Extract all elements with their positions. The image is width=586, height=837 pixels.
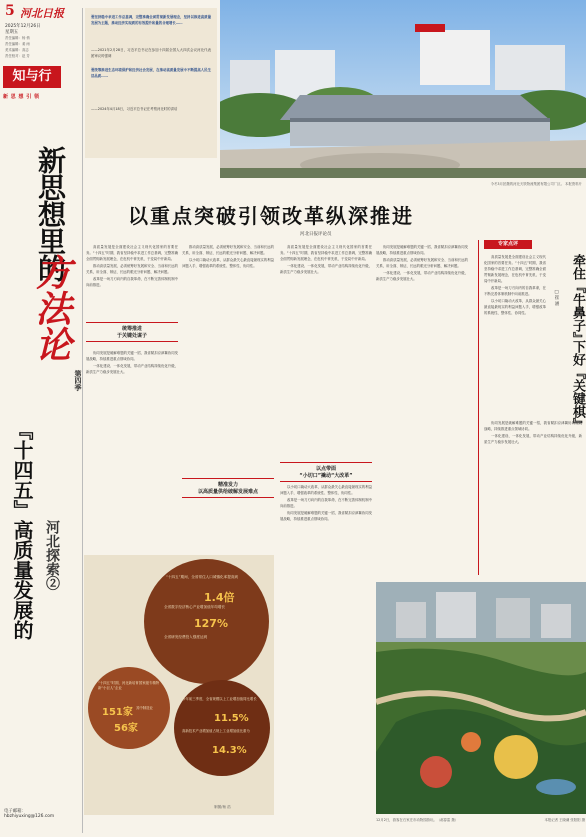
contact [4,808,82,819]
stats-line: 今年前三季度，全省规模以上工业增加值同比增长 [182,697,257,701]
section-head [280,462,372,482]
series-title-line2: 方法论 [30,254,72,362]
headline: 以重点突破引领改革纵深推进 [128,204,414,228]
stats-circle [174,680,270,776]
stats-value: 56家 [114,723,138,734]
column-name: 知与行 [3,66,61,88]
body-paragraph: 一体化建设、一体化发展，带动产业结构持续优化升级，新质生产力稳步发展壮大。 [376,271,468,281]
body-paragraph: 一体化建设、一体化发展，带动产业结构持续优化升级，新质生产力稳步发展壮大。 [280,264,372,274]
section-head-text: 统筹推进 于关键处谋子 [116,326,147,339]
body-paragraph: 改革是一场刀刃向内的自我革命，在不断完善体制机制中向前推进。 [280,498,372,508]
stats-value: 14.3% [212,745,247,756]
stats-value: 11.5% [214,713,249,724]
stats-line: 全省研发经费投入强度达到 [164,635,208,639]
editor-line: 责任编辑：杨 侑 [5,36,30,40]
stats-value: 1.4倍 [204,591,235,604]
column-tag: 新 思 想 引 领 [3,94,40,100]
series-title-line1: 新思想里的 [34,146,67,281]
issue-date: 2025年12月26日 [5,24,41,29]
body-column [376,244,468,576]
stats-line: “十四五”期间，全省常住人口城镇化率提高到 [166,575,239,579]
intro-quote: 要坚持稳中求进工作总基调，完整准确全面贯彻新发展理念，坚持以推进高质量发展为主题，推动经济实现质的有效提升和量的合理增长…… [91,15,211,25]
body-paragraph: 以小切口撬动大改革，从群众最关心最直接最现实的利益问题入手，增强改革的系统性、整体性、协同性。 [280,485,372,495]
divider [82,8,83,833]
divider [478,240,479,575]
byline: 河北日报评论员 [300,232,332,237]
editor-line: 责任编辑：姜 雨 [5,42,30,46]
commentary-badge: 专家点评 [484,240,532,249]
stats-line: “十四五”时期，河北新培育国家级专精特新“小巨人”企业 [98,681,160,690]
stats-box [84,555,274,815]
commentary-title-2: 下好『关键棋』 [570,340,585,431]
paper-name: 河北日报 [20,7,64,20]
series-season: 第四季 [74,370,82,391]
commentary-paragraph: 改革是一场刀刃向内的自我革命，在不断完善体制机制中向前推进。 [484,286,546,296]
stats-line: 其中制造业 [136,706,153,710]
body-paragraph: 协同发展是破解难题的关键一招，我省紧扣京津冀协同发展战略，持续推进重点领域协同。 [280,511,372,521]
body-paragraph: 协同发展是破解难题的关键一招，我省紧扣京津冀协同发展战略，持续推进重点领域协同。 [86,351,178,361]
bottom-photo-credit: 本报记者 王晓谦 张阳阳 摄 [544,818,585,822]
bottom-photo-caption: 12月2日，游客在石家庄市动物园游玩。（郝春雷 摄） [376,818,459,822]
stats-line: 高新技术产业增加值占规上工业增加值比重为 [182,729,250,733]
section-head-text: 精准发力 以高质量供给破解发展难点 [197,482,258,495]
top-photo [220,0,586,178]
commentary-author: □崔 涵 [554,290,559,306]
masthead [3,3,81,108]
body-paragraph: 推动高质量发展，必须统筹好发展和安全、当前和长远的关系，用全面、辩证、长远的眼光分析问题、解决问题。 [182,245,274,255]
body-paragraph: 协同发展是破解难题的关键一招，我省紧扣京津冀协同发展战略，持续推进重点领域协同。 [376,245,468,255]
body-paragraph: 推动高质量发展，必须统筹好发展和安全、当前和长远的关系，用全面、辩证、长远的眼光分析问题、解决问题。 [86,264,178,274]
factory-photo [220,0,586,178]
section-head-text: 以点带面 “小切口”撬动“大改革” [299,466,353,479]
body-paragraph: 以小切口撬动大改革，从群众最关心最直接最现实的利益问题入手，增强改革的系统性、整体性、协同性。 [182,258,274,268]
contact-label: 电子邮箱： [4,809,26,814]
intro-quote-source: ——2024年4月18日，习近平总书记在考察河北时的讲话 [91,107,178,111]
stats-credit: 制图/杨 浩 [214,805,231,809]
commentary-paragraph: 高质量发展是全面建设社会主义现代化国家的首要任务。“十四五”时期，我省坚持稳中求进工作总基调，完整准确全面贯彻新发展理念，在危机中育先机、于变局中开新局。 [484,255,546,283]
commentary-paragraph: 一体化建设、一体化发展，带动产业结构持续优化升级，新质生产力稳步发展壮大。 [484,434,582,444]
body-paragraph: 推动高质量发展，必须统筹好发展和安全、当前和长远的关系，用全面、辩证、长远的眼光分析问题、解决问题。 [376,258,468,268]
commentary-body [484,420,582,570]
body-paragraph: 高质量发展是全面建设社会主义现代化国家的首要任务。“十四五”时期，我省坚持稳中求进工作总基调，完整准确全面贯彻新发展理念，在危机中育先机、于变局中开新局。 [86,245,178,261]
series-subtitle-a: 『十四五』高质量发展的 [10,420,34,640]
intro-quote: 要统筹推进生态环境保护和经济社会发展，在推动高质量发展中不断提高人民生活品质…… [91,68,211,78]
body-paragraph: 改革是一场刀刃向内的自我革命，在不断完善体制机制中向前推进。 [86,277,178,287]
commentary-title-1: 牵住『牛鼻子』 [570,254,585,345]
editor-line: 美术编辑：高志 [5,48,29,52]
body-paragraph: 高质量发展是全面建设社会主义现代化国家的首要任务。“十四五”时期，我省坚持稳中求进工作总基调，完整准确全面贯彻新发展理念，在危机中育先机、于变局中开新局。 [280,245,372,261]
section-head [182,478,274,498]
contact-email[interactable]: hbzhiyuxing@126.com [4,814,55,819]
stats-value: 127% [194,617,228,630]
body-column [280,244,372,464]
top-photo-caption: 今冬3月拍摄的河北天铁物流集团有限公司厂区。 本报资料片 [490,182,582,186]
commentary-paragraph: 以小切口撬动大改革，从群众最关心最直接最现实的利益问题入手，增强改革的系统性、整体性、协同性。 [484,299,546,315]
commentary-paragraph: 协同发展是破解难题的关键一招，我省紧扣京津冀协同发展战略，持续推进重点领域协同。 [484,421,582,431]
park-photo [376,582,586,814]
issue-weekday: 星期五 [5,30,19,35]
bottom-photo [376,582,586,814]
section-head [86,322,178,342]
intro-quote-source: ——2021年2月28日，习近平总书记在参加十四届全国人大四次会议河北代表团审议时强调 [91,48,211,58]
intro-quote-box [85,8,217,158]
body-column [280,484,372,814]
series-subtitle-b: 河北探索② [44,520,60,590]
body-paragraph: 一体化建设、一体化发展，带动产业结构持续优化升级，新质生产力稳步发展壮大。 [86,364,178,374]
page-number: 5 [5,3,15,19]
editor-line: 责任校对：赵 芳 [5,54,30,58]
body-column [182,244,274,544]
stats-line: 全省数字经济核心产业增加值年均增长 [164,605,226,609]
stats-value: 151家 [102,707,133,718]
